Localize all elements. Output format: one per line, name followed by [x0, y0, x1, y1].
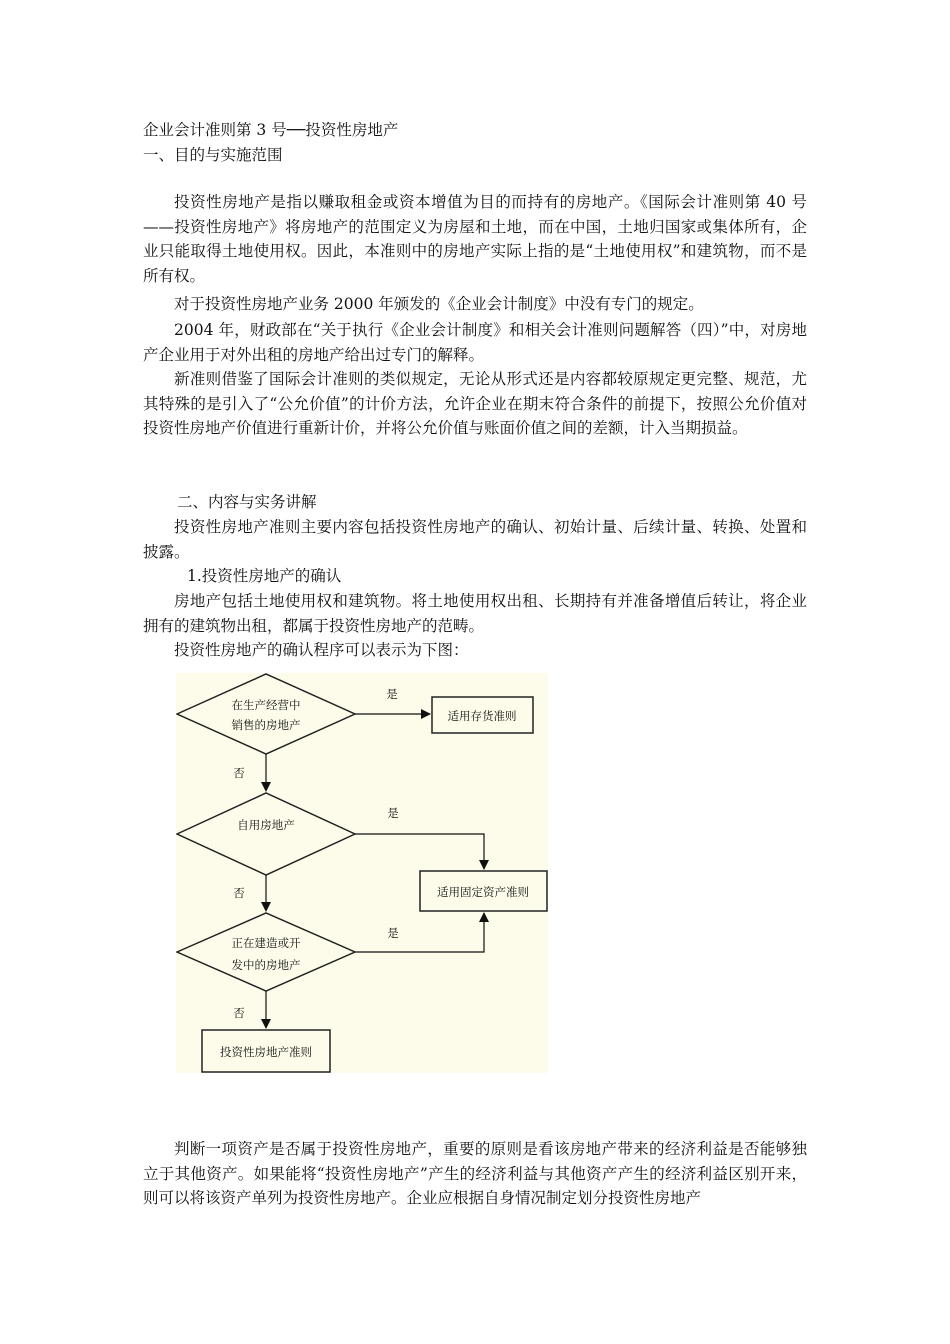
box-fixed-assets-label: 适用固定资产准则	[437, 885, 529, 899]
decision-construction-line1: 正在建造或开	[231, 936, 301, 950]
label-no-3: 否	[233, 1006, 245, 1020]
section-heading-scope: 一、目的与实施范围	[143, 146, 283, 164]
decision-self-use-label: 自用房地产	[237, 818, 295, 832]
paragraph-content-intro: 投资性房地产准则主要内容包括投资性房地产的确认、初始计量、后续计量、转换、处置和披露。	[143, 518, 807, 561]
decision-sale-line1: 在生产经营中	[231, 698, 301, 712]
paragraph-scope-of-real-estate: 房地产包括土地使用权和建筑物。将土地使用权出租、长期持有并准备增值后转让，将企业拥有的建筑物出租，都属于投资性房地产的范畴。	[143, 592, 807, 635]
decision-diamond-sale	[177, 674, 355, 754]
arrow-yes-to-fixed-assets	[355, 834, 484, 869]
label-no-2: 否	[233, 886, 245, 900]
decision-sale-line2: 销售的房地产	[231, 718, 301, 732]
box-inventory-label: 适用存货准则	[447, 709, 517, 723]
paragraph-judgment-principle: 判断一项资产是否属于投资性房地产，重要的原则是看该房地产带来的经济利益是否能够独立于其他资产。如果能将“投资性房地产”产生的经济利益与其他资产产生的经济利益区别开来，则可以将该资产单列为投资性房地产。企业应根据自身情况制定划分投资性房地产	[143, 1140, 807, 1207]
paragraph-2000-system: 对于投资性房地产业务 2000 年颁发的《企业会计制度》中没有专门的规定。	[174, 295, 704, 313]
paragraph-flowchart-intro: 投资性房地产的确认程序可以表示为下图：	[174, 641, 469, 659]
subsection-heading-recognition: 1.投资性房地产的确认	[187, 567, 342, 585]
box-investment-property-label: 投资性房地产准则	[220, 1045, 312, 1059]
label-yes-1: 是	[386, 687, 398, 701]
paragraph-new-standard: 新准则借鉴了国际会计准则的类似规定，无论从形式还是内容都较原规定更完整、规范，尤其特殊的是引入了“公允价值”的计价方法，允许企业在期末符合条件的前提下，按照公允价值对投资性房地产价值进行重新计价，并将公允价值与账面价值之间的差额，计入当期损益。	[143, 370, 807, 437]
decision-diamond-construction	[177, 913, 355, 991]
arrow-yes-construction-to-fixed-assets	[355, 913, 484, 952]
paragraph-definition: 投资性房地产是指以赚取租金或资本增值为目的而持有的房地产。《国际会计准则第 40 号——投资性房地产》将房地产的范围定义为房屋和土地，而在中国，土地归国家或集体所有，企业只能取得土地使用权。因此，本准则中的房地产实际上指的是“土地使用权”和建筑物，而不是所有权。	[143, 193, 807, 285]
paragraph-2004-explanation: 2004 年，财政部在“关于执行《企业会计制度》和相关会计准则问题解答（四）”中，对房地产企业用于对外出租的房地产给出过专门的解释。	[143, 321, 807, 364]
decision-diamond-self-use	[177, 793, 355, 875]
document-title: 企业会计准则第 3 号──投资性房地产	[143, 121, 399, 139]
label-yes-3: 是	[387, 926, 399, 940]
recognition-flowchart	[176, 673, 548, 1073]
label-no-1: 否	[233, 766, 245, 780]
label-yes-2: 是	[387, 806, 399, 820]
section-heading-content: 二、内容与实务讲解	[177, 493, 317, 511]
decision-construction-line2: 发中的房地产	[231, 958, 301, 972]
flowchart-canvas	[176, 673, 548, 1073]
